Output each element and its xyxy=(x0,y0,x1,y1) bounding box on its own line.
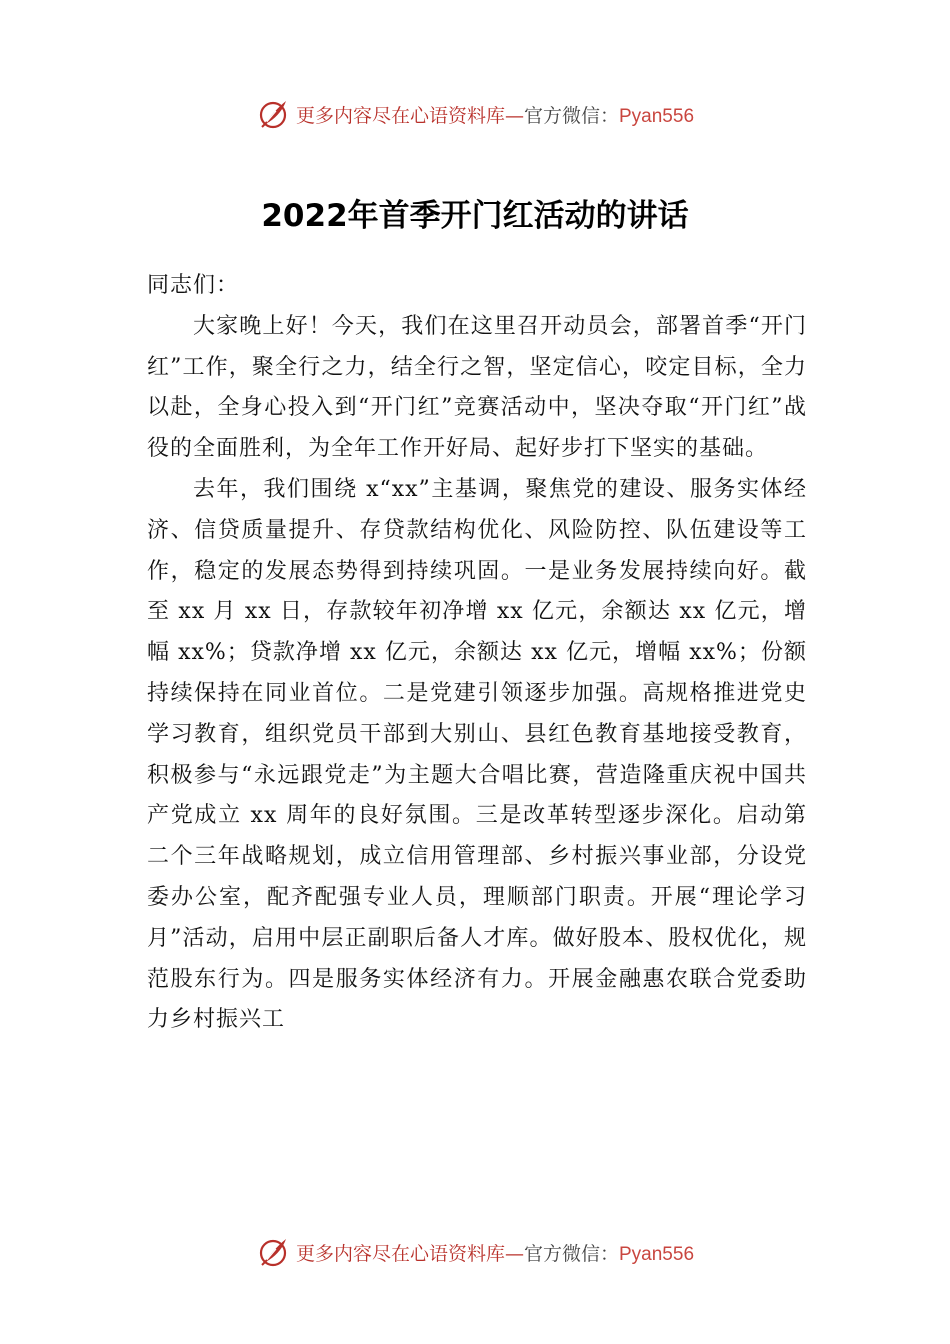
banner-slogan: 更多内容尽在心语资料库— xyxy=(295,1242,524,1265)
feather-pen-logo-icon xyxy=(256,97,290,131)
paragraph-1: 大家晚上好！今天，我们在这里召开动员会，部署首季“开门红”工作，聚全行之力，结全行之智，坚定信心，咬定目标，全力以赴，全身心投入到“开门红”竞赛活动中，坚决夺取“开门红”战役的全面胜利，为全年工作开好局、起好步打下坚实的基础。 xyxy=(147,313,807,462)
document-body xyxy=(147,266,807,1041)
footer-banner xyxy=(0,1232,950,1272)
feather-pen-logo-icon xyxy=(256,1235,290,1269)
banner-text xyxy=(296,101,694,128)
paragraph-2: 去年，我们围绕 x“xx”主基调，聚焦党的建设、服务实体经济、信贷质量提升、存贷款结构优化、风险防控、队伍建设等工作，稳定的发展态势得到持续巩固。一是业务发展持续向好。截至 xx 月 xx 日，存款较年初净增 xx 亿元，余额达 xx 亿元，增幅 xx%；贷款净增 xx 亿元，余额达 xx 亿元，增幅 xx%；份额持续保持在同业首位。二是党建引领逐步加强。高规格推进党史学习教育，组织党员干部到大别山、县红色教育基地接受教育，积极参与“永远跟党走”为主题大合唱比赛，营造隆重庆祝中国共产党成立 xx 周年的良好氛围。三是改革转型逐步深化。启动第二个三年战略规划，成立信用管理部、乡村振兴事业部，分设党委办公室，配齐配强专业人员，理顺部门职责。开展“理论学习月”活动，启用中层正副职后备人才库。做好股本、股权优化，规范股东行为。四是服务实体经济有力。开展金融惠农联合党委助力乡村振兴工 xyxy=(147,476,807,1033)
banner-text xyxy=(296,1239,694,1266)
banner-wechat-account: Pyan556 xyxy=(619,105,695,127)
salutation: 同志们： xyxy=(147,273,240,298)
header-banner xyxy=(0,94,950,134)
banner-wechat-label: 官方微信： xyxy=(523,1242,619,1265)
banner-slogan: 更多内容尽在心语资料库— xyxy=(295,104,524,127)
banner-wechat-label: 官方微信： xyxy=(523,104,619,127)
document-title: 2022年首季开门红活动的讲话 xyxy=(261,198,689,234)
banner-wechat-account: Pyan556 xyxy=(619,1243,695,1265)
